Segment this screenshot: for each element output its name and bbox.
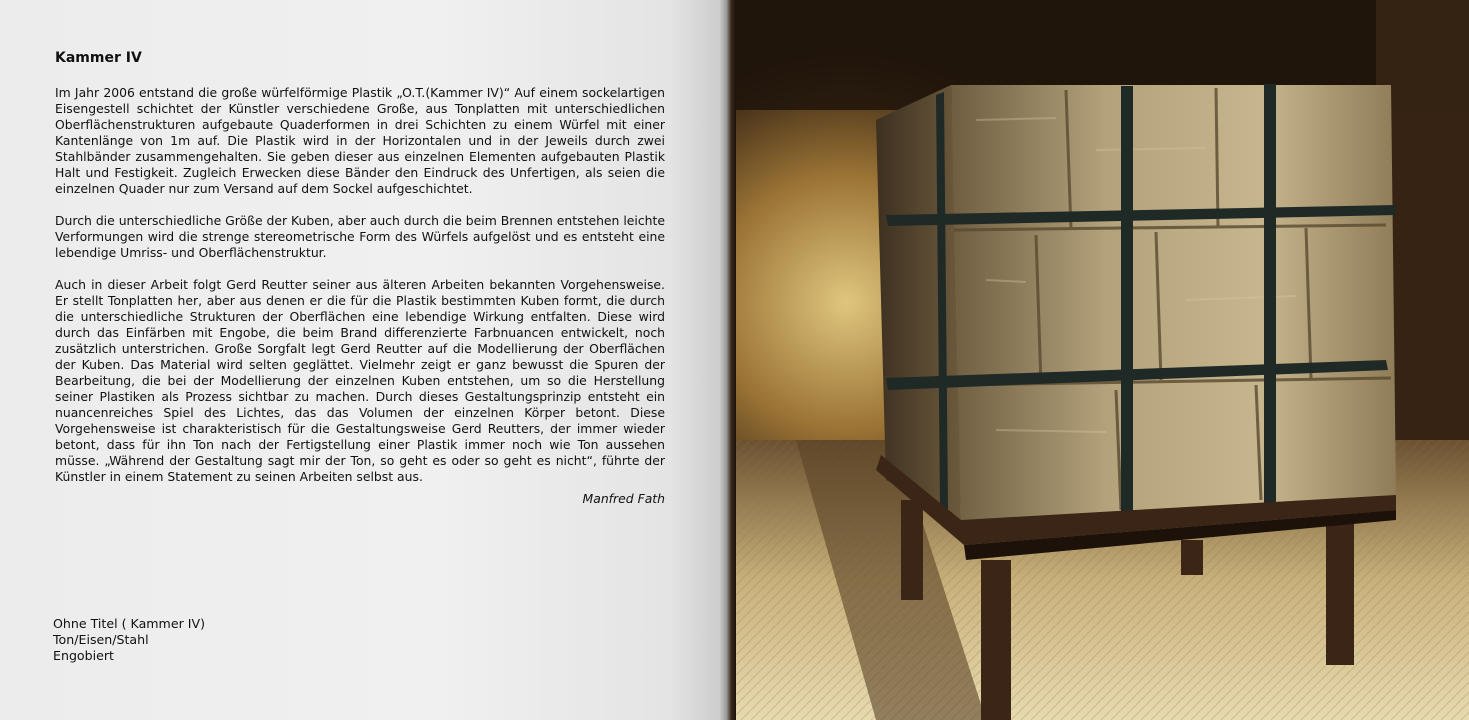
page-title: Kammer IV bbox=[55, 50, 142, 66]
sculpture-front bbox=[951, 85, 1396, 520]
artwork-caption bbox=[53, 616, 205, 664]
sculpture-side bbox=[876, 85, 961, 520]
sculpture-photo-illustration bbox=[736, 0, 1469, 720]
artwork-photo bbox=[736, 0, 1469, 720]
caption-title: Ohne Titel ( Kammer IV) bbox=[53, 616, 205, 631]
book-gutter bbox=[720, 0, 736, 720]
caption-technique: Engobiert bbox=[53, 648, 114, 663]
author-signature: Manfred Fath bbox=[582, 491, 665, 506]
left-page bbox=[0, 0, 728, 720]
caption-material: Ton/Eisen/Stahl bbox=[53, 632, 149, 647]
paragraph: Durch die unterschiedliche Größe der Kuben, aber auch durch die beim Brennen entstehen leichte Verformungen wird die strenge stereometrische Form des Würfels aufgelöst und es entsteht eine lebendige Umriss- und Oberflächenstruktur. bbox=[55, 213, 665, 260]
body-text bbox=[55, 85, 665, 501]
paragraph: Auch in dieser Arbeit folgt Gerd Reutter seiner aus älteren Arbeiten bekannten Vorgehensweise. Er stellt Tonplatten her, aber aus denen er die für die Plastik bestimmten Kuben formt, die durch die unterschiedliche Strukturen der Oberflächen eine lebendige Wirkung entfalten. Diese wird durch das Einfärben mit Engobe, die beim Brand differenzierte Farbnuancen entwickelt, noch zusätzlich unterstrichen. Große Sorgfalt legt Gerd Reutter auf die Modellierung der Oberflächen der Kuben. Das Material wird selten geglättet. Vielmehr zeigt er ganz bewusst die Spuren der Bearbeitung, die bei der Modellierung der einzelnen Kuben entstehen, um so die Herstellung seiner Plastiken als Prozess sichtbar zu machen. Durch dieses Gestaltungsprinzip entsteht ein nuancenreiches Spiel des Lichtes, das das Volumen der einzelnen Körper betont. Diese Vorgehensweise ist charakteristisch für die Gestaltungsweise Gerd Reutters, der immer wieder betont, dass für ihn Ton nach der Fertigstellung einer Plastik immer noch wie Ton aussehen müsse. „Während der Gestaltung sagt mir der Ton, so geht es oder so geht es nicht“, führte der Künstler in einem Statement zu seinen Arbeiten selbst aus. bbox=[55, 277, 665, 484]
paragraph: Im Jahr 2006 entstand die große würfelförmige Plastik „O.T.(Kammer IV)“ Auf einem sockelartigen Eisengestell schichtet der Künstler verschiedene Große, aus Tonplatten mit unterschiedlichen Oberflächenstrukturen aufgebaute Quaderformen in drei Schichten zu einem Würfel mit einer Kantenlänge von 1m auf. Die Plastik wird in der Horizontalen und in der Jeweils durch zwei Stahlbänder zusammengehalten. Sie geben dieser aus einzelnen Elementen aufgebauten Plastik Halt und Festigkeit. Zugleich Erwecken diese Bänder den Eindruck des Unfertigen, als seien die einzelnen Quader nur zum Versand auf dem Sockel aufgeschichtet. bbox=[55, 85, 665, 196]
